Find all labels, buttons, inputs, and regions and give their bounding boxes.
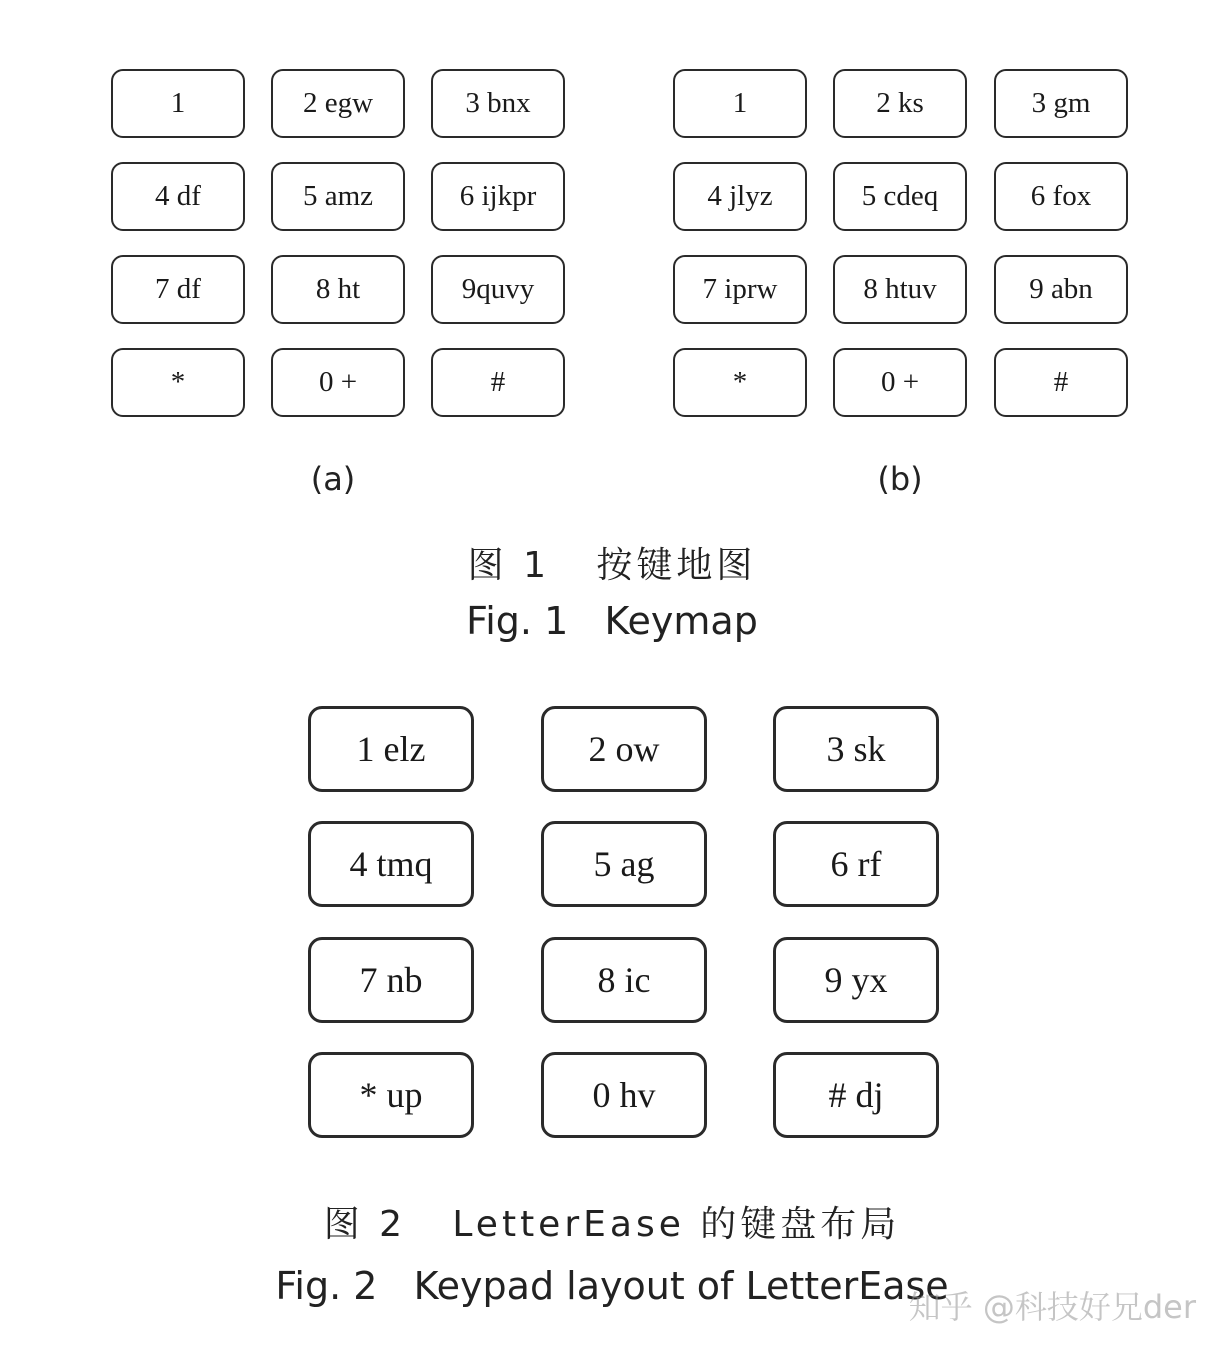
key-a-hash: # — [431, 348, 565, 417]
key-b-star: * — [673, 348, 807, 417]
key-le-8: 8 ic — [541, 937, 707, 1023]
key-b-1: 1 — [673, 69, 807, 138]
key-b-8: 8 htuv — [833, 255, 967, 324]
key-b-2: 2 ks — [833, 69, 967, 138]
key-le-hash: # dj — [773, 1052, 939, 1138]
key-a-9: 9quvy — [431, 255, 565, 324]
figure1-caption-zh: 图 1 按键地图 — [467, 545, 757, 586]
watermark: 知乎 @科技好兄der — [908, 1288, 1196, 1326]
key-le-0: 0 hv — [541, 1052, 707, 1138]
key-b-5: 5 cdeq — [833, 162, 967, 231]
key-le-9: 9 yx — [773, 937, 939, 1023]
figure1-caption-en: Fig. 1 Keymap — [466, 599, 758, 643]
key-a-4: 4 df — [111, 162, 245, 231]
key-b-3: 3 gm — [994, 69, 1128, 138]
key-b-hash: # — [994, 348, 1128, 417]
key-a-7: 7 df — [111, 255, 245, 324]
key-le-5: 5 ag — [541, 821, 707, 907]
figure2-caption-zh: 图 2 LetterEase 的键盘布局 — [323, 1204, 901, 1245]
key-b-6: 6 fox — [994, 162, 1128, 231]
key-le-2: 2 ow — [541, 706, 707, 792]
key-a-2: 2 egw — [271, 69, 405, 138]
key-a-0: 0 + — [271, 348, 405, 417]
key-le-7: 7 nb — [308, 937, 474, 1023]
key-a-star: * — [111, 348, 245, 417]
key-le-4: 4 tmq — [308, 821, 474, 907]
key-a-5: 5 amz — [271, 162, 405, 231]
key-le-3: 3 sk — [773, 706, 939, 792]
key-a-1: 1 — [111, 69, 245, 138]
key-a-6: 6 ijkpr — [431, 162, 565, 231]
key-le-star: * up — [308, 1052, 474, 1138]
key-a-3: 3 bnx — [431, 69, 565, 138]
keymap-b-label: (b) — [877, 460, 923, 498]
key-le-6: 6 rf — [773, 821, 939, 907]
key-b-0: 0 + — [833, 348, 967, 417]
key-b-9: 9 abn — [994, 255, 1128, 324]
keymap-a-label: (a) — [310, 460, 356, 498]
key-le-1: 1 elz — [308, 706, 474, 792]
key-b-7: 7 iprw — [673, 255, 807, 324]
key-a-8: 8 ht — [271, 255, 405, 324]
figure2-caption-en: Fig. 2 Keypad layout of LetterEase — [275, 1264, 949, 1308]
key-b-4: 4 jlyz — [673, 162, 807, 231]
